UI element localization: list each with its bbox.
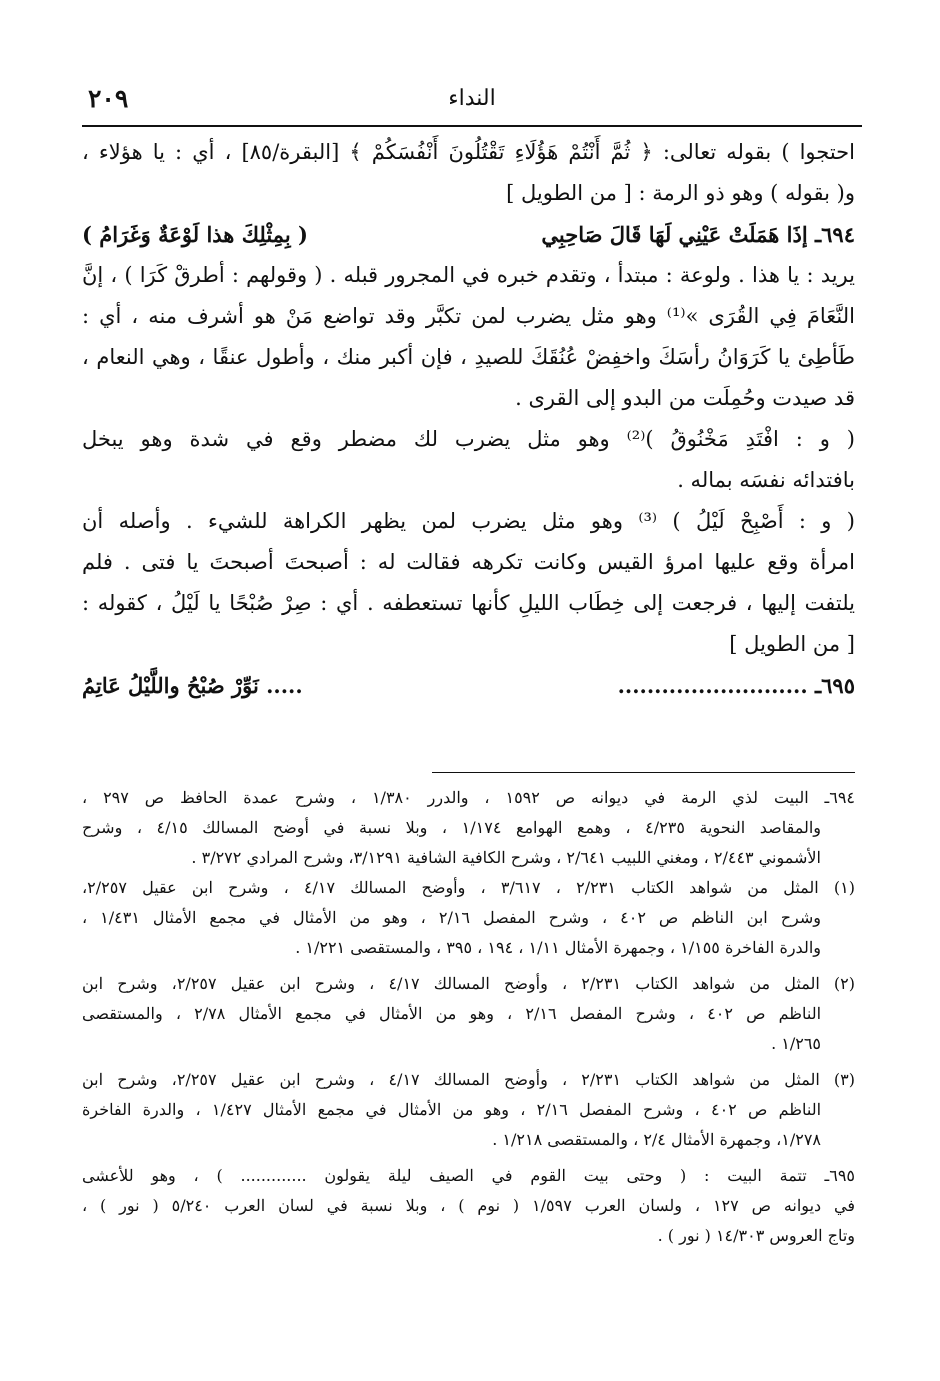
footnote-1 — [82, 873, 855, 963]
text-line: طَأطِئ يا كَرَوَانُ رأسَكَ واخفِضْ عُنُقَكَ للصيدِ ، فإن أكبر منك ، وأطول عنقًا ، وهي النعام ، — [82, 345, 855, 369]
footnote-line: ٦٩٥ـ تتمة البيت : ( وحتى بيت القوم في الصيف ليلة يقولون ............. ) ، وهو للأعشى — [82, 1166, 855, 1185]
text-line: و( بقوله ) وهو ذو الرمة : [ من الطويل ] — [506, 181, 855, 205]
page-header — [82, 84, 862, 126]
verse-694 — [82, 214, 855, 255]
verse-first-hemistich: ٦٩٤ـ إذَا هَمَلَتْ عَيْنِي لَهَا قَالَ صَاحِبِي — [541, 222, 855, 247]
text-line: بافتدائه نفسَه بماله . — [677, 468, 855, 492]
footnote-695 — [82, 1161, 855, 1251]
footnote-line: (٣) المثل من شواهد الكتاب ٢/٢٣١ ، وأوضح المسالك ٤/١٧ ، وشرح ابن عقيل ٢/٢٥٧، وشرح ابن — [82, 1070, 855, 1089]
text-line: ( و : افْتَدِ مَخْنُوقُ )⁽²⁾ وهو مثل يضرب لك مضطر وقع في شدة وهو يبخل — [82, 427, 855, 451]
footnote-2 — [82, 969, 855, 1059]
footnote-694 — [82, 783, 855, 873]
verse-second-hemistich: ( بِمِثْلِكَ هذا لَوْعَةٌ وَغَرَامُ ) — [82, 222, 308, 247]
text-line: قد صيدت وحُمِلَت من البدو إلى القرى . — [515, 386, 855, 410]
footnote-rule — [432, 772, 855, 773]
footnote-line: والدرة الفاخرة ١/١٥٥ ، وجمهرة الأمثال ١/١١ ، ١٩٤ ، ٣٩٥ ، والمستقصى ١/٢٢١ . — [295, 938, 821, 957]
text-line: يريد : يا هذا . ولوعة : مبتدأ ، وتقدم خبره في المجرور قبله . ( وقولهم : أطرقْ كَرَا ) ، إنَّ — [82, 263, 855, 287]
text-line: النَّعَامَ فِي القُرَى »⁽¹⁾ وهو مثل يضرب لمن تكبَّر وقد تواضع مَنْ هو أشرف منه ، أي : — [82, 304, 855, 328]
footnote-line: (١) المثل من شواهد الكتاب ٢/٢٣١ ، ٣/٦١٧ ، وأوضح المسالك ٤/١٧ ، وشرح ابن عقيل ٢/٢٥٧، — [82, 878, 855, 897]
page-number: ٢٠٩ — [88, 84, 129, 113]
main-text — [82, 132, 855, 706]
text-line: ( و : أَصْبِحْ لَيْلُ ) ⁽³⁾ وهو مثل يضرب لمن يظهر الكراهة للشيء . وأصله أن — [82, 509, 855, 533]
footnote-line: وتاج العروس ١٤/٣٠٣ ( نور ) . — [657, 1226, 855, 1245]
footnote-line: الناظم ص ٤٠٢ ، وشرح المفصل ٢/١٦ ، وهو من الأمثال في مجمع الأمثال ١/٤٢٧ ، والدرة الفاخرة — [82, 1100, 822, 1119]
verse-first-hemistich: ٦٩٥ـ .......................... — [617, 673, 855, 698]
verse-second-hemistich: ..... نَوِّرْ صُبْحُ واللَّيْلُ عَاتِمُ — [82, 673, 303, 698]
footnote-line: الأشموني ٢/٤٤٣ ، ومغني اللبيب ٢/٦٤١ ، وشرح الكافية الشافية ٣/١٢٩١، وشرح المرادي ٣/٢٧٢ . — [191, 848, 821, 867]
footnote-line: في ديوانه ص ١٢٧ ، ولسان العرب ١/٥٩٧ ( نوم ) ، وبلا نسبة في لسان العرب ٥/٢٤٠ ( نور ) ، — [82, 1196, 855, 1215]
footnote-line: الناظم ص ٤٠٢ ، وشرح المفصل ٢/١٦ ، وهو من الأمثال في مجمع الأمثال ٢/٧٨ ، والمستقصى — [82, 1004, 822, 1023]
header-rule — [82, 125, 862, 127]
verse-695 — [82, 665, 855, 706]
text-line: يلتفت إليها ، فرجعت إلى خِطَاب الليلِ كأنها تستعطفه . أي : صِرْ صُبْحًا يا لَيْلُ ، كقوله : — [82, 591, 855, 615]
footnote-line: وشرح ابن الناظم ص ٤٠٢ ، وشرح المفصل ٢/١٦ ، وهو من الأمثال في مجمع الأمثال ١/٤٣١ ، — [82, 908, 822, 927]
text-line: امرأة وقع عليها امرؤ القيس وكانت تكرهه فقالت له : أصبحتَ أصبحتَ يا فتى . فلم — [82, 550, 855, 574]
footnote-3 — [82, 1065, 855, 1155]
running-title: النداء — [448, 86, 496, 111]
text-line: [ من الطويل ] — [729, 632, 855, 656]
footnote-line: ١/٢٦٥ . — [771, 1034, 821, 1053]
footnote-line: (٢) المثل من شواهد الكتاب ٢/٢٣١ ، وأوضح المسالك ٤/١٧ ، وشرح ابن عقيل ٢/٢٥٧، وشرح ابن — [82, 974, 855, 993]
footnote-line: ١/٢٧٨، وجمهرة الأمثال ٢/٤ ، والمستقصى ١/٢١٨ . — [492, 1130, 821, 1149]
footnotes — [82, 783, 855, 1251]
footnote-line: ٦٩٤ـ البيت لذي الرمة في ديوانه ص ١٥٩٢ ، والدرر ١/٣٨٠ ، وشرح عمدة الحافظ ص ٢٩٧ ، — [82, 788, 855, 807]
footnote-line: والمقاصد النحوية ٤/٢٣٥ ، وهمع الهوامع ١/١٧٤ ، وبلا نسبة في أوضح المسالك ٤/١٥ ، وشرح — [82, 818, 822, 837]
text-line: احتجوا ) بقوله تعالى: ﴿ ثُمَّ أَنْتُمْ هَؤُلَاءِ تَقْتُلُونَ أَنْفُسَكُمْ ﴾ [البقرة/٨٥] ، أي : يا هؤلاء ، — [82, 140, 855, 164]
